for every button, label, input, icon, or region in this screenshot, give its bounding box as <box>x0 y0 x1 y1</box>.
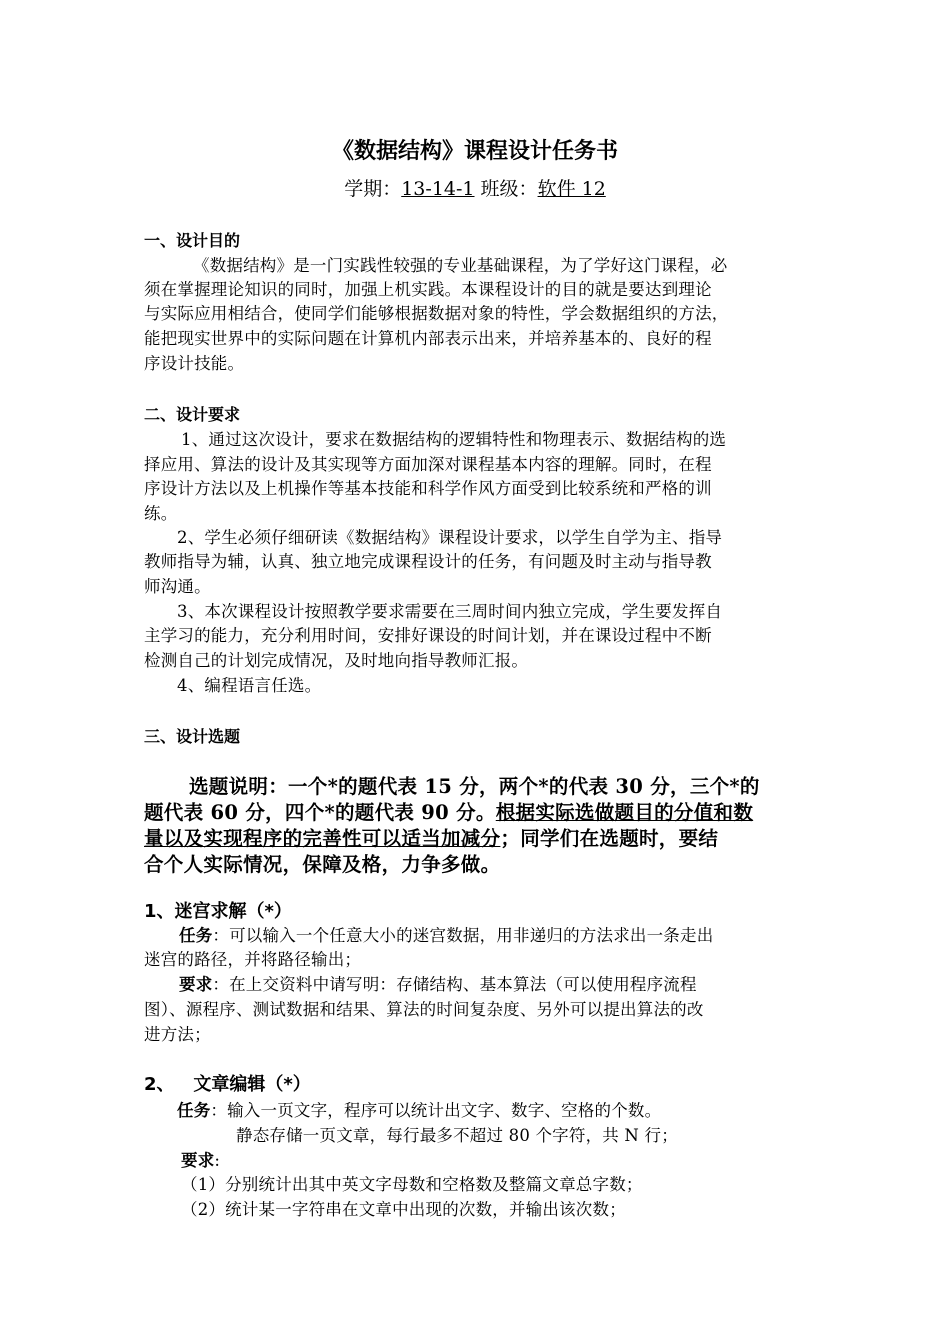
selection-note-line <box>144 823 718 851</box>
topic-task-line: 迷宫的路径，并将路径输出； <box>144 950 362 969</box>
topic-task-line <box>179 922 713 946</box>
document-subtitle <box>0 174 950 201</box>
topic-task-line: 静态存储一页文章，每行最多不超过 80 个字符，共 N 行； <box>236 1126 678 1145</box>
topic-heading-text-editor: 2、 文章编辑（*） <box>144 1074 311 1095</box>
paragraph-line: 主学习的能力，充分利用时间，安排好课设的时间计划，并在课设过程中不断 <box>144 626 712 645</box>
topic-requirement-heading <box>181 1147 220 1171</box>
paragraph-line: 序设计技能。 <box>144 354 245 373</box>
task-label: 任务 <box>177 1101 211 1120</box>
paragraph-line: 择应用、算法的设计及其实现等方面加深对课程基本内容的理解。同时，在程 <box>144 455 712 474</box>
task-text: ：输入一页文字，程序可以统计出文字、数字、空格的个数。 <box>210 1101 662 1120</box>
selection-note-line: 选题说明：一个*的题代表 15 分，两个*的代表 30 分，三个*的 <box>189 775 760 798</box>
term-value: 13-14-1 <box>401 178 475 200</box>
topic-requirement-line: 图）、源程序、测试数据和结果、算法的时间复杂度、另外可以提出算法的改 <box>144 1000 704 1019</box>
topic-requirement-line: 进方法； <box>144 1025 211 1044</box>
paragraph-line: 检测自己的计划完成情况，及时地向指导教师汇报。 <box>144 651 529 670</box>
paragraph-line: 《数据结构》是一门实践性较强的专业基础课程，为了学好这门课程，必 <box>193 256 728 275</box>
selection-note-underlined: 根据实际选做题目的分值和数 <box>495 801 754 824</box>
selection-note-line: 合个人实际情况，保障及格，力争多做。 <box>144 853 501 876</box>
paragraph-line: 2、学生必须仔细研读《数据结构》课程设计要求，以学生自学为主、指导 <box>177 528 723 547</box>
paragraph-line: 能把现实世界中的实际问题在计算机内部表示出来，并培养基本的、良好的程 <box>144 329 712 348</box>
task-label: 任务 <box>179 926 213 945</box>
selection-note-line <box>144 797 753 825</box>
requirement-colon: : <box>214 1151 221 1170</box>
paragraph-line: 4、编程语言任选。 <box>177 676 322 695</box>
topic-requirement-line <box>179 971 697 995</box>
document-title: 《数据结构》课程设计任务书 <box>331 138 618 164</box>
paragraph-line: 1、通过这次设计，要求在数据结构的逻辑特性和物理表示、数据结构的选 <box>181 430 727 449</box>
topic-task-line <box>177 1097 661 1121</box>
paragraph-line: 序设计方法以及上机操作等基本技能和科学作风方面受到比较系统和严格的训 <box>144 479 712 498</box>
selection-note-text: ；同学们在选题时，要结 <box>500 827 719 850</box>
topic-heading-maze: 1、迷宫求解（*） <box>144 901 292 922</box>
paragraph-line: 须在掌握理论知识的同时，加强上机实践。本课程设计的目的就是要达到理论 <box>144 280 712 299</box>
section-heading-requirements: 二、设计要求 <box>144 405 241 424</box>
requirement-text: ：在上交资料中请写明：存储结构、基本算法（可以使用程序流程 <box>212 975 697 994</box>
term-label: 学期： <box>344 178 402 200</box>
section-heading-topics: 三、设计选题 <box>144 727 241 746</box>
paragraph-line: 师沟通。 <box>144 577 211 596</box>
task-text: ：可以输入一个任意大小的迷宫数据，用非递归的方法求出一条走出 <box>212 926 714 945</box>
section-heading-purpose: 一、设计目的 <box>144 231 241 250</box>
class-label: 班级： <box>474 178 538 200</box>
requirement-item: （1）分别统计出其中英文字母数和空格数及整篇文章总字数； <box>181 1175 643 1194</box>
requirement-label: 要求 <box>181 1151 215 1170</box>
paragraph-line: 3、本次课程设计按照教学要求需要在三周时间内独立完成，学生要发挥自 <box>177 602 723 621</box>
selection-note-text: 题代表 60 分，四个*的题代表 90 分。 <box>144 801 496 824</box>
paragraph-line: 练。 <box>144 504 178 523</box>
paragraph-line: 与实际应用相结合，使同学们能够根据数据对象的特性，学会数据组织的方法， <box>144 304 729 323</box>
paragraph-line: 教师指导为辅，认真、独立地完成课程设计的任务，有问题及时主动与指导教 <box>144 552 712 571</box>
class-value: 软件 12 <box>537 178 606 200</box>
requirement-item: （2）统计某一字符串在文章中出现的次数，并输出该次数； <box>181 1200 626 1219</box>
selection-note-underlined: 量以及实现程序的完善性可以适当加减分 <box>144 827 501 850</box>
requirement-label: 要求 <box>179 975 213 994</box>
